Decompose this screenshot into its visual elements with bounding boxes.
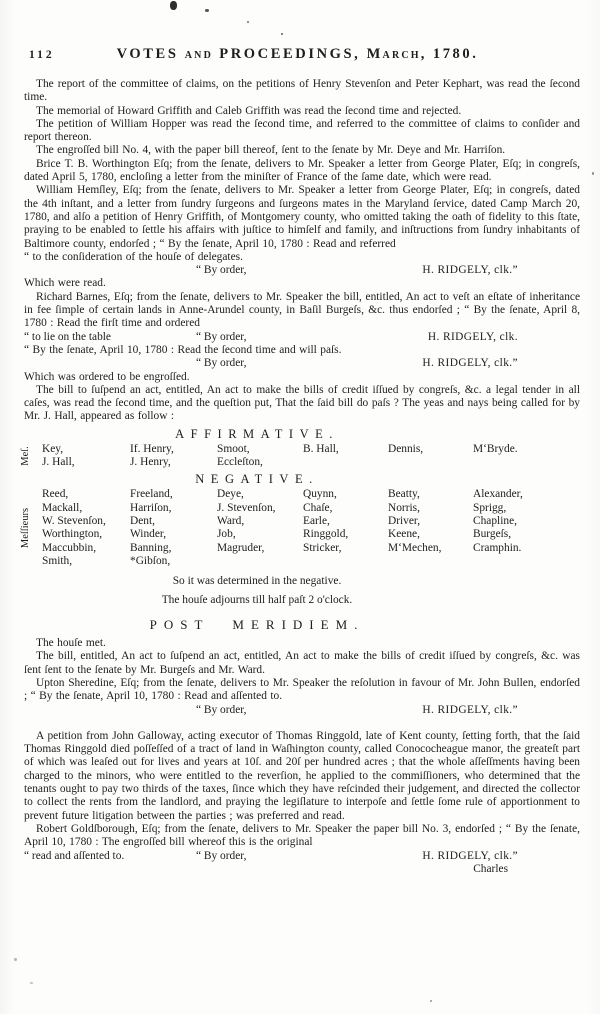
catchword: Charles bbox=[473, 862, 508, 875]
adjourn-line: The houſe adjourns till half paſt 2 o'clock. bbox=[161, 594, 353, 607]
paragraph: The houſe met. bbox=[36, 637, 106, 650]
title-votes: VOTES bbox=[116, 46, 179, 62]
vote-name: Chapline, bbox=[473, 514, 517, 527]
vote-name: Reed, bbox=[42, 488, 69, 501]
vote-name: Stricker, bbox=[303, 541, 342, 554]
endorsement-quote: “ By the ſenate, April 10, 1780 : Read the ſecond time and will paſs. bbox=[24, 343, 342, 356]
negative-heading: NEGATIVE. bbox=[195, 472, 319, 487]
vote-table-negative bbox=[20, 488, 580, 568]
endorsement-line bbox=[24, 331, 580, 344]
paragraph: A petition from John Galloway, acting executor of Thomas Ringgold, late of Kent county, ſetting forth, that the ſaid Thomas Ringgold died poſſeſſed of a tract of land in Waſhington county, called Conococheague manor, the greateſt part of which was leaſed out for lives and years at 10ſ. and 20ſ per hundred acres ; that the whole aſſeſſments having been charged to the minors, who were entitled to the reverſion, he applied to the commiſſioners, who determined that the tenants ought to pay two thirds of the taxes, ſince which they have reſcinded their judgement, and directed the collector to collect the rents from the landlord, and praying the legiſlature to interpoſe and ſettle ſome rule of apportionment to prevent future litigation between the parties ; was preferred and read. bbox=[24, 729, 580, 822]
page-header bbox=[24, 46, 580, 63]
vote-name bbox=[473, 456, 580, 469]
scan-speck bbox=[247, 21, 249, 23]
vote-name: Maccubbin, bbox=[42, 541, 97, 554]
vote-name: Smith, bbox=[42, 554, 73, 567]
paragraph: Upton Sheredine, Eſq; from the ſenate, delivers to Mr. Speaker the reſolution in favour of Mr. John Bullen, endorſed ; “ By the ſenate, April 10, 1780 : Read and aſſented to. bbox=[24, 676, 580, 703]
vote-name: W. Stevenſon, bbox=[42, 514, 106, 527]
endorsement-quote: “ to the conſideration of the houſe of delegates. bbox=[24, 250, 243, 263]
vote-name bbox=[217, 555, 303, 568]
paragraph: The engroſſed bill No. 4, with the paper bill thereof, ſent to the ſenate by Mr. Deye and Mr. Harriſon. bbox=[36, 144, 506, 157]
vote-name: Winder, bbox=[130, 528, 167, 541]
vote-name: Chaſe, bbox=[303, 501, 333, 514]
vote-name: Quynn, bbox=[303, 488, 337, 501]
title-proceedings: PROCEEDINGS, bbox=[219, 46, 361, 62]
paragraph: The bill to ſuſpend an act, entitled, An act to make the bills of credit iſſued by congreſs, &c. a legal tender in all caſes, was read the ſecond time, and the queſtion put, That the ſaid bill do paſs ? The yeas and nays being called for by Mr. J. Hall, appeared as follow : bbox=[24, 383, 580, 423]
scan-speck bbox=[14, 958, 17, 961]
vote-name: Key, bbox=[42, 442, 64, 455]
paragraph: The memorial of Howard Griffith and Caleb Griffith was read the ſecond time and rejected. bbox=[36, 104, 462, 117]
result-line: So it was determined in the negative. bbox=[172, 575, 342, 588]
paragraph: William Hemſley, Eſq; from the ſenate, delivers to Mr. Speaker a letter from George Plater, Eſq; in congreſs, dated the 4th inſtant, and a letter from ſundry ſurgeons and ſurgeons mates in the Maryland ſervice, dated Camp March 20, 1780, and alſo a petition of Henry Griffith, of Montgomery county, who omitted taking the oath of fidelity to this ſtate, praying to be enabled to ſettle his affairs with juſtice to himſelf and family, and inſtructions from ſundry inhabitants of Baltimore county, endorſed ; “ By the ſenate, April 10, 1780 : Read and referred bbox=[24, 184, 580, 250]
clerk-signature: H. RIDGELY, clk. bbox=[427, 330, 518, 343]
vote-name: If. Henry, bbox=[130, 442, 174, 455]
page-content bbox=[20, 46, 580, 876]
vote-name bbox=[388, 456, 473, 469]
clerk-signature: H. RIDGELY, clk.” bbox=[422, 849, 518, 862]
scan-speck bbox=[430, 1000, 432, 1002]
vote-name: Freeland, bbox=[130, 488, 173, 501]
vote-name: J. Stevenſon, bbox=[217, 501, 276, 514]
vote-name bbox=[303, 555, 388, 568]
vote-name: Beatty, bbox=[388, 488, 420, 501]
vote-name bbox=[303, 456, 388, 469]
vote-name: *Gibſon, bbox=[130, 554, 171, 567]
endorsement-quote: “ read and aſſented to. bbox=[24, 849, 125, 862]
by-order-label: “ By order, bbox=[196, 849, 247, 862]
vote-name: Norris, bbox=[388, 501, 420, 514]
vote-name: J. Henry, bbox=[130, 456, 171, 469]
vote-name: Earle, bbox=[303, 514, 330, 527]
vote-name: Job, bbox=[217, 528, 236, 541]
vote-name: Magruder, bbox=[217, 541, 265, 554]
messieurs-label: Meſ. bbox=[20, 446, 31, 466]
paragraph: Which were read. bbox=[24, 277, 106, 290]
paragraph: Brice T. B. Worthington Eſq; from the ſenate, delivers to Mr. Speaker a letter from George Plater, Eſq; in congreſs, dated April 5, 1780, encloſing a letter from the miniſter of France of the ſame date, which were read. bbox=[24, 157, 580, 184]
scan-speck bbox=[205, 9, 209, 12]
vote-name: Mackall, bbox=[42, 501, 83, 514]
post-meridiem-heading: POST MERIDIEM. bbox=[149, 617, 365, 633]
clerk-signature: H. RIDGELY, clk.” bbox=[422, 357, 518, 370]
vote-name: Dent, bbox=[130, 514, 155, 527]
clerk-signature: H. RIDGELY, clk.” bbox=[422, 264, 518, 277]
title-and: and bbox=[184, 46, 213, 62]
endorsement-line bbox=[24, 357, 580, 370]
vote-name: Banning, bbox=[130, 541, 172, 554]
vote-name bbox=[388, 555, 473, 568]
vote-name: Driver, bbox=[388, 514, 421, 527]
vote-name-grid bbox=[42, 488, 580, 568]
paragraph: The bill, entitled, An act to ſuſpend an act, entitled, An act to make the bills of credit iſſued by congreſs, &c. was ſent ſent to the ſenate by Mr. Burgeſs and Mr. Ward. bbox=[24, 650, 580, 676]
title-month: March, bbox=[366, 46, 427, 62]
affirmative-heading: AFFIRMATIVE. bbox=[175, 426, 339, 441]
endorsement-line bbox=[24, 704, 580, 717]
endorsement-line bbox=[24, 850, 580, 863]
vote-name: M‘Mechen, bbox=[388, 541, 442, 554]
vote-name: Cramphin. bbox=[473, 541, 522, 554]
vote-name: Eccleſton, bbox=[217, 456, 263, 469]
vote-name: Smoot, bbox=[217, 442, 250, 455]
clerk-signature: H. RIDGELY, clk.” bbox=[422, 703, 518, 716]
vote-name bbox=[473, 555, 580, 568]
vote-name: M‘Bryde. bbox=[473, 442, 518, 455]
page-number: 112 bbox=[29, 49, 55, 61]
vote-name: Harriſon, bbox=[130, 501, 172, 514]
paragraph: Robert Goldſborough, Eſq; from the ſenate, delivers to Mr. Speaker the paper bill No. 3, endorſed ; “ By the ſenate, April 10, 1780 : The engroſſed bill whereof this is the original bbox=[24, 822, 580, 849]
by-order-label: “ By order, bbox=[196, 357, 247, 370]
vote-name: Worthington, bbox=[42, 528, 103, 541]
scan-speck bbox=[592, 172, 594, 175]
page-title bbox=[117, 46, 479, 63]
vote-name: Ringgold, bbox=[303, 528, 349, 541]
vote-name: B. Hall, bbox=[303, 442, 339, 455]
vote-name: Alexander, bbox=[473, 488, 523, 501]
vote-name: Keene, bbox=[388, 528, 420, 541]
vote-name-grid bbox=[42, 443, 580, 470]
by-order-label: “ By order, bbox=[196, 703, 247, 716]
endorsement-line bbox=[24, 264, 580, 277]
title-year: 1780. bbox=[432, 46, 479, 62]
paragraph: Richard Barnes, Eſq; from the ſenate, delivers to Mr. Speaker the bill, entitled, An act to veſt an eſtate of inheritance in fee ſimple of certain lands in Anne-Arundel county, in Baſil Burgeſs, &c. thus endorſed ; “ By the ſenate, April 8, 1780 : Read the firſt time and ordered bbox=[24, 290, 580, 330]
endorsement-quote: “ to lie on the table bbox=[24, 330, 111, 343]
vote-name: Dennis, bbox=[388, 442, 424, 455]
by-order-label: “ By order, bbox=[196, 264, 247, 277]
vote-table-affirmative bbox=[20, 442, 580, 470]
paragraph: The petition of William Hopper was read the ſecond time, and referred to the committee of claims to conſider and report thereon. bbox=[24, 117, 580, 144]
messieurs-label: Meſſieurs bbox=[20, 508, 31, 549]
vote-name: J. Hall, bbox=[42, 456, 75, 469]
by-order-label: “ By order, bbox=[196, 330, 247, 343]
vote-name: Sprigg, bbox=[473, 501, 507, 514]
vote-name: Deye, bbox=[217, 488, 244, 501]
vote-name: Burgeſs, bbox=[473, 528, 512, 541]
scan-speck bbox=[281, 33, 283, 35]
scan-speck bbox=[170, 1, 177, 10]
scan-speck bbox=[30, 982, 33, 984]
paragraph: The report of the committee of claims, on the petitions of Henry Stevenſon and Peter Kephart, was read the ſecond time. bbox=[24, 78, 580, 104]
vote-name: Ward, bbox=[217, 514, 245, 527]
paragraph: Which was ordered to be engroſſed. bbox=[24, 370, 190, 383]
